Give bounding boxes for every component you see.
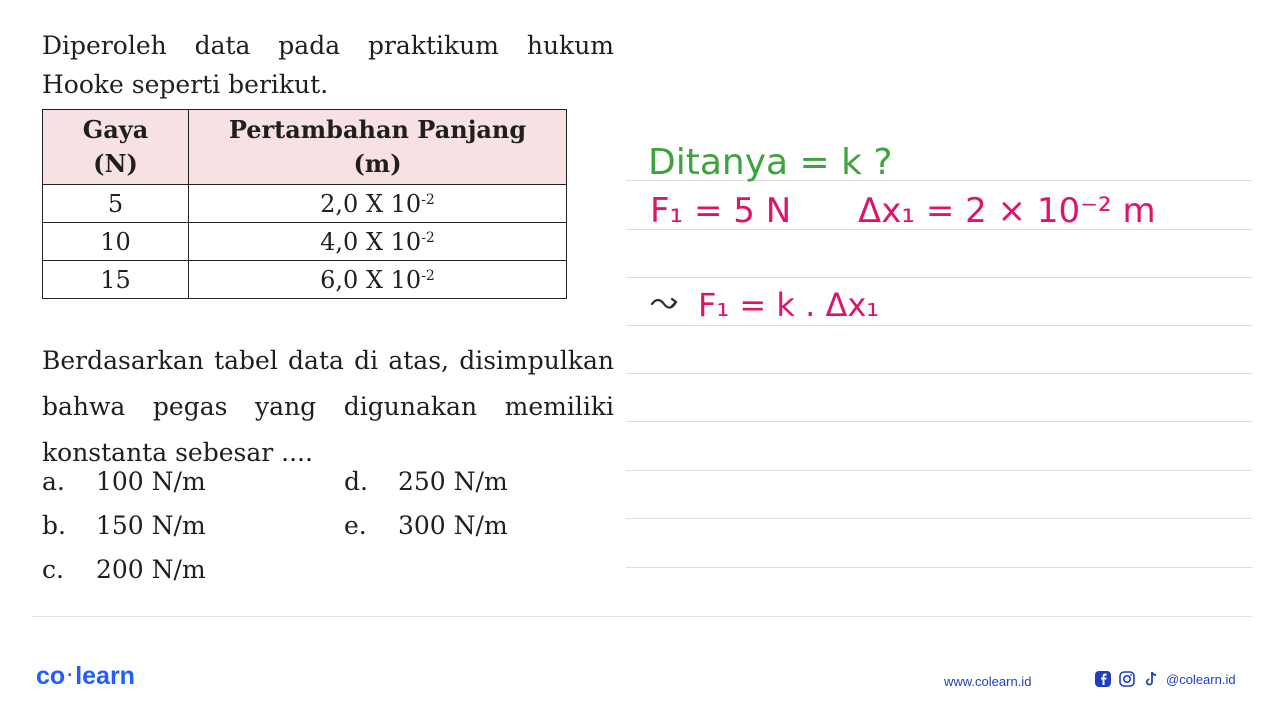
website-url: www.colearn.id <box>944 674 1032 689</box>
hw-force: F₁ = 5 N <box>650 191 792 231</box>
stem-line-3: konstanta sebesar .... <box>42 438 313 467</box>
tiktok-icon <box>1142 670 1160 688</box>
instagram-icon <box>1118 670 1136 688</box>
hw-ditanya: Ditanya = k ? <box>648 142 893 183</box>
option-d[interactable]: d. 250 N/m <box>344 467 508 496</box>
intro-line-1: Diperoleh data pada praktikum hukum <box>42 31 614 60</box>
cell-extension: 6,0 X $10^{-2}$ <box>189 261 567 299</box>
arrow-icon <box>652 299 676 308</box>
hw-formula: F₁ = k . Δx₁ <box>698 286 880 324</box>
option-c[interactable]: c. 200 N/m <box>42 555 206 584</box>
stem-line-1: Berdasarkan tabel data di atas, disimpulkan <box>42 346 614 375</box>
header-force: Gaya (N) <box>43 110 189 185</box>
social-links <box>1094 670 1236 688</box>
cell-force: 5 <box>43 185 189 223</box>
colearn-logo: co ·learn <box>36 662 135 690</box>
hw-extension: Δx₁ = 2 × 10⁻² m <box>858 191 1156 231</box>
option-b[interactable]: b. 150 N/m <box>42 511 206 540</box>
social-handle: @colearn.id <box>1166 671 1236 687</box>
cell-force: 10 <box>43 223 189 261</box>
cell-extension: 2,0 X $10^{-2}$ <box>189 185 567 223</box>
facebook-icon <box>1094 670 1112 688</box>
header-extension: Pertambahan Panjang (m) <box>189 110 567 185</box>
intro-line-2: Hooke seperti berikut. <box>42 70 329 99</box>
cell-force: 15 <box>43 261 189 299</box>
option-e[interactable]: e. 300 N/m <box>344 511 508 540</box>
cell-extension: 4,0 X $10^{-2}$ <box>189 223 567 261</box>
stem-line-2: bahwa pegas yang digunakan memiliki <box>42 392 614 421</box>
option-a[interactable]: a. 100 N/m <box>42 467 206 496</box>
